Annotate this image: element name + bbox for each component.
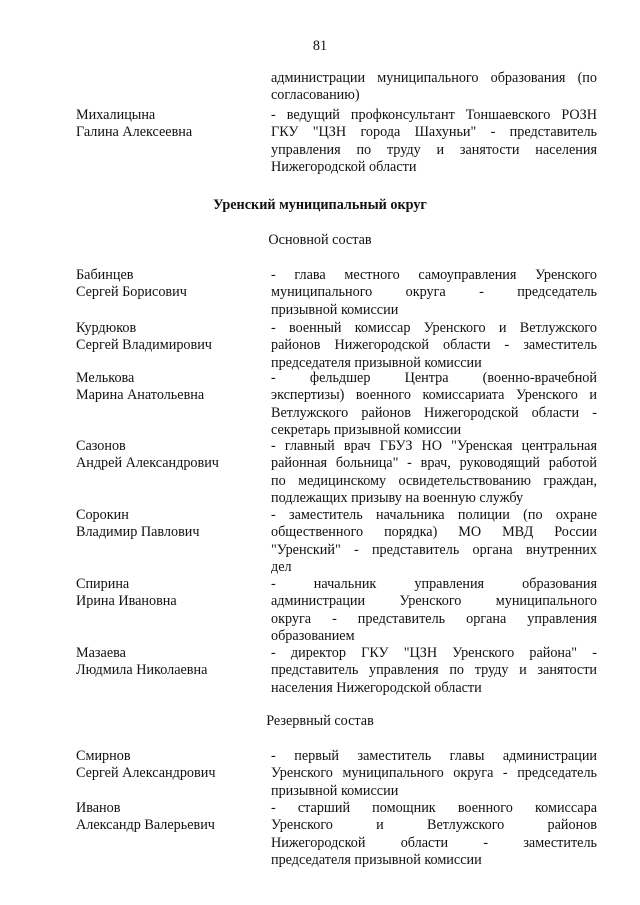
role-line: призывной комиссии (271, 301, 399, 318)
member-name (76, 507, 256, 542)
role-line: - фельдшер Центра (военно-врачебной (271, 370, 597, 386)
member-role (271, 438, 597, 508)
surname: Иванов (76, 800, 121, 816)
role-line: населения Нижегородской области (271, 679, 482, 696)
surname: Сорокин (76, 507, 129, 523)
role-line: председателя призывной комиссии (271, 852, 482, 869)
role-line: общественного порядка) МО МВД России (271, 524, 597, 541)
given-names: Марина Анатольевна (76, 387, 205, 404)
role-line: - директор ГКУ "ЦЗН Уренского района" - (271, 645, 597, 661)
member-name (76, 645, 256, 680)
member-role (271, 507, 597, 577)
role-line: - первый заместитель главы администрации (271, 748, 597, 764)
member-role (271, 370, 597, 440)
member-name (76, 576, 256, 611)
given-names: Сергей Борисович (76, 284, 187, 301)
member-role (271, 800, 597, 870)
role-line: районная больница" - врач, руководящий работой (271, 455, 597, 472)
member-name (76, 107, 256, 142)
role-line: Нижегородской области - заместитель (271, 834, 597, 851)
surname: Смирнов (76, 748, 131, 764)
role-line: Уренского и Ветлужского районов (271, 817, 597, 834)
given-names: Сергей Владимирович (76, 337, 212, 354)
surname: Сазонов (76, 438, 126, 454)
role-line: Нижегородской области (271, 159, 417, 176)
role-line: администрации Уренского муниципального (271, 593, 597, 610)
surname: Мазаева (76, 645, 126, 661)
role-line: согласованию) (271, 87, 360, 104)
role-line: - заместитель начальника полиции (по охране (271, 507, 597, 523)
role-line: - начальник управления образования (271, 576, 597, 592)
member-name (76, 800, 256, 835)
member-name (76, 370, 256, 405)
member-role (271, 645, 597, 697)
section-title: Уренский муниципальный округ (213, 197, 427, 213)
given-names: Сергей Александрович (76, 765, 216, 782)
given-names: Ирина Ивановна (76, 593, 177, 610)
role-line: подлежащих призыву на военную службу (271, 490, 524, 507)
surname: Бабинцев (76, 267, 134, 283)
member-name (76, 438, 256, 473)
given-names: Галина Алексеевна (76, 124, 193, 141)
given-names: Владимир Павлович (76, 524, 200, 541)
surname: Михалицына (76, 107, 156, 123)
continuation-text (271, 70, 597, 105)
role-line: администрации муниципального образования (по (271, 70, 597, 86)
role-line: муниципального округа - председатель (271, 284, 597, 301)
member-role (271, 107, 597, 177)
role-line: председателя призывной комиссии (271, 354, 482, 371)
given-names: Людмила Николаевна (76, 662, 208, 679)
member-role (271, 576, 597, 646)
surname: Курдюков (76, 320, 137, 336)
role-line: - главный врач ГБУЗ НО "Уренская центральная (271, 438, 597, 454)
role-line: округа - представитель органа управления (271, 610, 597, 627)
surname: Мелькова (76, 370, 135, 386)
reserve-composition-heading: Резервный состав (266, 713, 374, 729)
role-line: секретарь призывной комиссии (271, 422, 462, 439)
role-line: экспертизы) военного комиссариата Уренского и (271, 387, 597, 404)
role-line: Ветлужского районов Нижегородской области - (271, 404, 597, 421)
role-line: - старший помощник военного комиссара (271, 800, 597, 816)
role-line: представитель управления по труду и занятости (271, 662, 597, 679)
role-line: Уренского муниципального округа - председатель (271, 765, 597, 782)
role-line: по медицинскому освидетельствованию граждан, (271, 472, 597, 489)
member-name (76, 267, 256, 302)
member-name (76, 748, 256, 783)
role-line: образованием (271, 628, 355, 645)
role-line: районов Нижегородской области - заместитель (271, 337, 597, 354)
role-line: "Уренский" - представитель органа внутренних (271, 541, 597, 558)
role-line: - глава местного самоуправления Уренского (271, 267, 597, 283)
member-name (76, 320, 256, 355)
main-composition-heading: Основной состав (268, 232, 372, 248)
role-line: - военный комиссар Уренского и Ветлужского (271, 320, 597, 336)
page-number: 81 (312, 38, 328, 54)
role-line: дел (271, 559, 292, 576)
role-line: ГКУ "ЦЗН города Шахуньи" - представитель (271, 124, 597, 141)
member-role (271, 748, 597, 800)
given-names: Андрей Александрович (76, 455, 219, 472)
role-line: - ведущий профконсультант Тоншаевского РОЗН (271, 107, 597, 123)
role-line: призывной комиссии (271, 782, 399, 799)
role-line: управления по труду и занятости населения (271, 141, 597, 158)
member-role (271, 320, 597, 372)
given-names: Александр Валерьевич (76, 817, 215, 834)
surname: Спирина (76, 576, 130, 592)
member-role (271, 267, 597, 319)
